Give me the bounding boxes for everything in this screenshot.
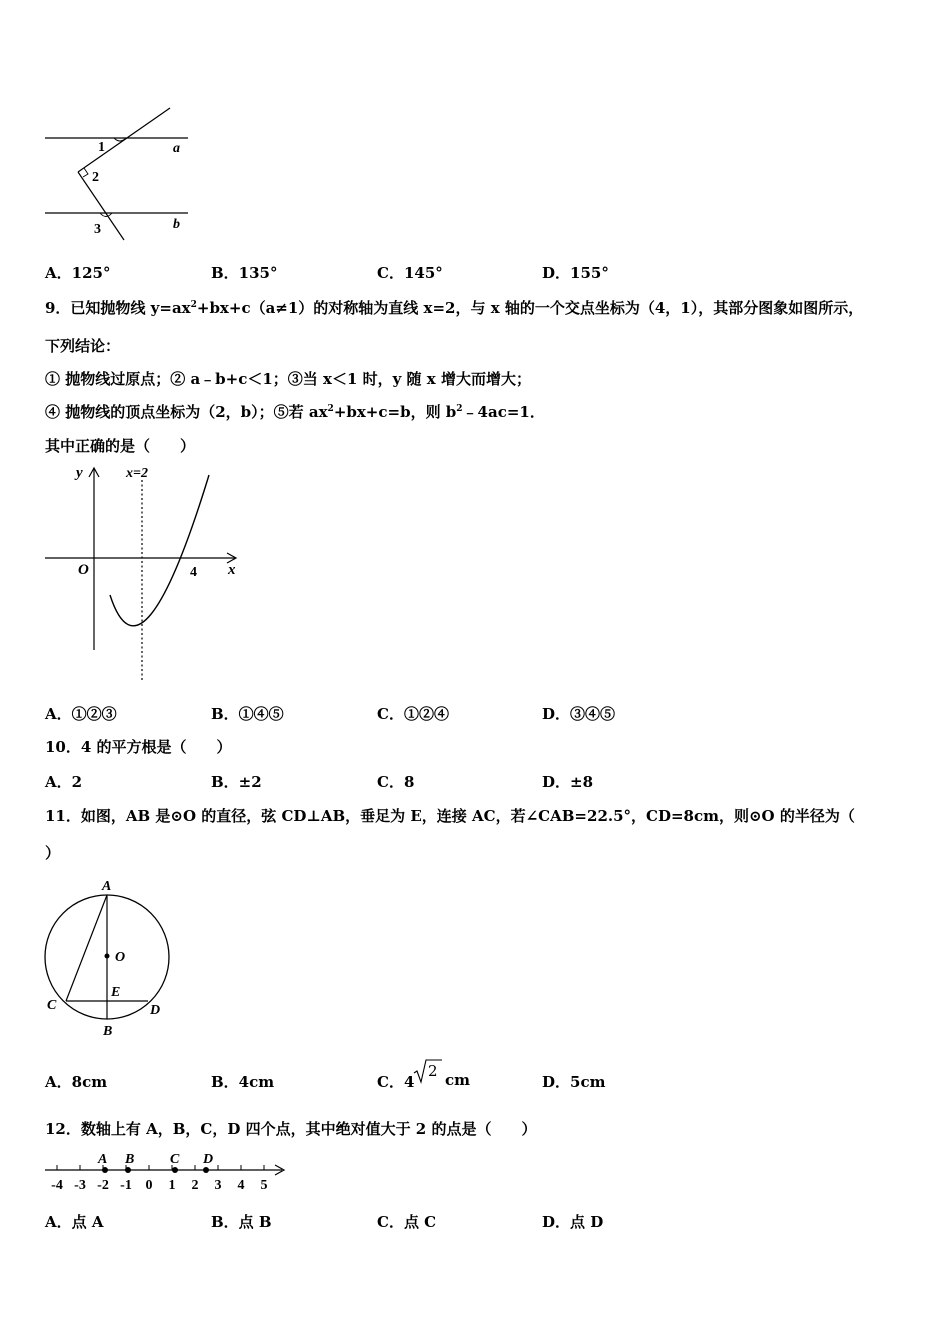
q8-option-d[interactable]: D．155° [542, 264, 609, 282]
q8-label-3: 3 [94, 222, 101, 237]
q9-label-four: 4 [190, 565, 197, 580]
q8-right-angle-mark [83, 168, 88, 177]
q11-option-d[interactable]: D．5cm [542, 1073, 606, 1091]
q11-label-a: A [102, 879, 112, 894]
q11-option-b[interactable]: B．4cm [211, 1073, 275, 1091]
q12-tick-label: 0 [145, 1178, 153, 1193]
q9-label-x: x [228, 562, 236, 578]
q12-option-a[interactable]: A．点 A [45, 1213, 104, 1231]
q9-parabola [110, 475, 209, 626]
q11-option-c-unit: cm [445, 1071, 471, 1089]
q8-figure [40, 100, 200, 245]
q12-tick-label: 5 [260, 1178, 268, 1193]
q9-sup-2c: 2 [456, 404, 463, 414]
q9-stem-line4-a: ④ 抛物线的顶点坐标为（2，b）；⑤若 ax [45, 403, 328, 421]
q12-point-d [203, 1167, 209, 1173]
q12-number-line [40, 1148, 290, 1196]
q10-option-d[interactable]: D．±8 [542, 773, 594, 791]
q12-tick-label: 3 [214, 1178, 222, 1193]
q12-tick-label: -2 [97, 1178, 109, 1193]
q12-tick-label: -3 [74, 1178, 86, 1193]
q12-label-c: C [170, 1152, 180, 1167]
q11-stem: 11．如图，AB 是⊙O 的直径，弦 CD⊥AB，垂足为 E，连接 AC，若∠CAB=22.5°，CD=8cm，则⊙O 的半径为（ [45, 807, 855, 825]
q9-option-c[interactable]: C．①②④ [377, 705, 449, 723]
q10-stem: 10．4 的平方根是（ ） [45, 738, 232, 756]
q9-stem-line4 [45, 401, 545, 422]
q9-option-a[interactable]: A．①②③ [45, 705, 117, 723]
q11-label-c: C [47, 998, 57, 1013]
q9-sup-2b: 2 [327, 404, 334, 414]
q12-option-b[interactable]: B．点 B [211, 1213, 272, 1231]
q9-stem-line5: 其中正确的是（ ） [45, 437, 196, 455]
q12-tick-label: 2 [191, 1178, 199, 1193]
q12-point-c [172, 1167, 178, 1173]
q12-point-b [125, 1167, 131, 1173]
q9-stem-line1-pre: 9．已知抛物线 y=ax [45, 299, 191, 317]
q9-stem-line4-c: ﹣4ac=1． [462, 403, 545, 421]
q9-stem-line4-b: +bx+c=b，则 b [333, 403, 457, 421]
q9-stem-line1-post: +bx+c（a≠1）的对称轴为直线 x=2，与 x 轴的一个交点坐标为（4，1），其部分图象如图所示， [196, 299, 864, 317]
q12-label-a: A [98, 1152, 108, 1167]
q11-figure [40, 875, 175, 1040]
q12-option-d[interactable]: D．点 D [542, 1213, 604, 1231]
q10-option-c[interactable]: C．8 [377, 773, 415, 791]
q12-label-d: D [203, 1152, 214, 1167]
q8-label-a: a [173, 141, 180, 156]
q8-lower-ray [78, 172, 124, 240]
q9-option-b[interactable]: B．①④⑤ [211, 705, 284, 723]
q11-label-d: D [150, 1003, 161, 1018]
q12-point-a [102, 1167, 108, 1173]
q8-option-a[interactable]: A．125° [45, 264, 111, 282]
q11-option-a[interactable]: A．8cm [45, 1073, 108, 1091]
q12-ticks [57, 1165, 264, 1170]
q9-stem-line2: 下列结论： [45, 337, 121, 355]
q9-stem-line3: ① 抛物线过原点；② a﹣b+c＜1；③当 x＜1 时，y 随 x 增大而增大； [45, 370, 531, 388]
q10-option-a[interactable]: A．2 [45, 773, 83, 791]
q10-option-b[interactable]: B．±2 [211, 773, 262, 791]
q11-center-dot [105, 954, 110, 959]
q12-option-c[interactable]: C．点 C [377, 1213, 437, 1231]
q12-tick-label: 1 [168, 1178, 176, 1193]
q9-figure [40, 460, 245, 685]
q9-label-origin: O [78, 562, 89, 578]
q12-label-b: B [125, 1152, 135, 1167]
q9-option-d[interactable]: D．③④⑤ [542, 705, 616, 723]
q9-sup-2a: 2 [190, 300, 197, 310]
q8-option-b[interactable]: B．135° [211, 264, 278, 282]
q11-segment-ac [66, 895, 107, 1001]
q8-label-b: b [173, 217, 180, 232]
q11-stem-close: ） [45, 844, 61, 862]
q12-tick-label: -1 [120, 1178, 132, 1193]
q12-tick-label: 4 [237, 1178, 245, 1193]
q11-option-c-radicand: 2 [428, 1062, 438, 1080]
q12-stem: 12．数轴上有 A，B，C，D 四个点，其中绝对值大于 2 的点是（ ） [45, 1120, 537, 1138]
q8-label-2: 2 [92, 170, 99, 185]
q8-option-c[interactable]: C．145° [377, 264, 443, 282]
q12-tick-label: -4 [51, 1178, 63, 1193]
q11-label-b: B [103, 1024, 113, 1039]
q8-label-1: 1 [98, 140, 105, 155]
q11-label-e: E [111, 985, 121, 1000]
q11-option-c-label: C．4 [377, 1073, 415, 1091]
q11-label-o: O [115, 950, 126, 965]
q9-label-axis: x=2 [126, 466, 148, 481]
q9-stem-line1 [45, 297, 863, 318]
q9-label-y: y [76, 465, 83, 481]
